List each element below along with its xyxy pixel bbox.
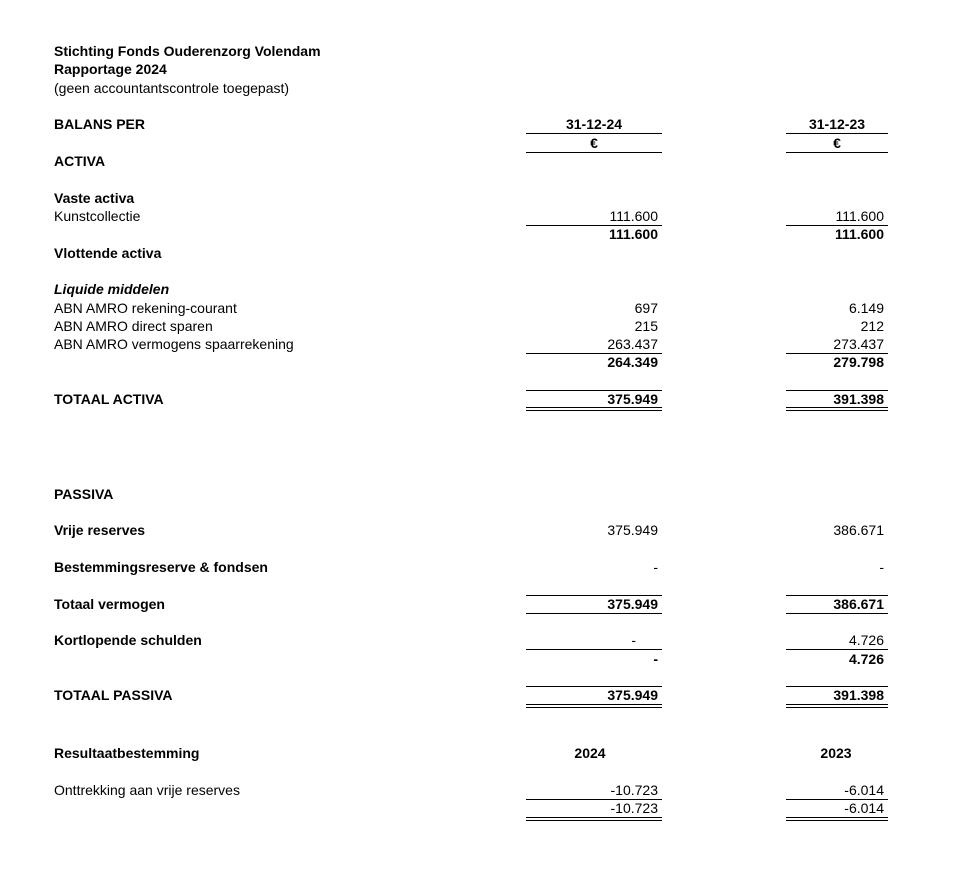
double-underline (526, 407, 662, 411)
row-value-2023: - (879, 559, 884, 575)
audit-note: (geen accountantscontrole toegepast) (54, 80, 290, 96)
total-passiva-2024: 375.949 (607, 687, 658, 703)
row-value-2024: 215 (634, 318, 658, 334)
total-passiva-label: TOTAAL PASSIVA (54, 687, 173, 703)
subtotal-2023: 279.798 (833, 354, 884, 370)
balance-title: BALANS PER (54, 116, 146, 132)
vaste-activa-heading: Vaste activa (54, 190, 135, 206)
year-header-2024: 2024 (574, 745, 606, 761)
row-label: Onttrekking aan vrije reserves (54, 782, 240, 798)
subtotal-2024: 264.349 (607, 354, 658, 370)
column-header-2024: 31-12-24 (565, 116, 623, 132)
total-activa-2024: 375.949 (607, 391, 658, 407)
currency-2024: € (590, 135, 598, 151)
row-label: ABN AMRO vermogens spaarrekening (54, 336, 294, 352)
divider (526, 613, 662, 614)
row-value-2024: 375.949 (607, 522, 658, 538)
subtotal-2024: - (653, 651, 658, 667)
vlottende-activa-heading: Vlottende activa (54, 245, 162, 261)
row-value-2024: 697 (634, 300, 658, 316)
resultaat-heading: Resultaatbestemming (54, 745, 200, 761)
double-underline (786, 817, 888, 821)
divider (786, 649, 888, 650)
row-label: ABN AMRO rekening-courant (54, 300, 237, 316)
row-value-2023: 4.726 (848, 632, 884, 648)
row-label: Bestemmingsreserve & fondsen (54, 559, 268, 575)
divider (786, 613, 888, 614)
row-label: Kunstcollectie (54, 208, 141, 224)
total-activa-2023: 391.398 (833, 391, 884, 407)
row-label: ABN AMRO direct sparen (54, 318, 213, 334)
double-underline (526, 704, 662, 708)
row-value-2024: - (631, 632, 636, 648)
subtotal-2023: 111.600 (834, 226, 884, 242)
divider (526, 649, 662, 650)
row-value-2023: -6.014 (844, 782, 884, 798)
row-label: Kortlopende schulden (54, 632, 202, 648)
row-value-2024: 375.949 (607, 596, 658, 612)
divider (786, 152, 888, 153)
currency-2023: € (833, 135, 841, 151)
divider (526, 133, 662, 134)
divider (786, 133, 888, 134)
row-value-2023: 111.600 (835, 208, 884, 224)
organization-name: Stichting Fonds Ouderenzorg Volendam (54, 43, 321, 59)
year-header-2023: 2023 (820, 745, 852, 761)
section-passiva: PASSIVA (54, 486, 114, 502)
double-underline (786, 407, 888, 411)
row-value-2023: 273.437 (833, 336, 884, 352)
row-label: Vrije reserves (54, 522, 146, 538)
column-header-2023: 31-12-23 (808, 116, 866, 132)
section-activa: ACTIVA (54, 153, 106, 169)
row-value-2024: 263.437 (607, 336, 658, 352)
double-underline (786, 704, 888, 708)
report-title: Rapportage 2024 (54, 61, 167, 77)
total-activa-label: TOTAAL ACTIVA (54, 391, 164, 407)
row-label: Totaal vermogen (54, 596, 165, 612)
subtotal-2024: 111.600 (608, 226, 658, 242)
double-underline (526, 817, 662, 821)
divider (526, 152, 662, 153)
total-2023: -6.014 (844, 800, 884, 816)
liquide-middelen-heading: Liquide middelen (54, 281, 170, 297)
total-passiva-2023: 391.398 (833, 687, 884, 703)
row-value-2023: 386.671 (833, 522, 884, 538)
total-2024: -10.723 (610, 800, 658, 816)
row-value-2023: 212 (860, 318, 884, 334)
row-value-2023: 6.149 (848, 300, 884, 316)
subtotal-2023: 4.726 (848, 651, 884, 667)
row-value-2024: -10.723 (610, 782, 658, 798)
row-value-2024: 111.600 (609, 208, 658, 224)
row-value-2023: 386.671 (833, 596, 884, 612)
row-value-2024: - (653, 559, 658, 575)
